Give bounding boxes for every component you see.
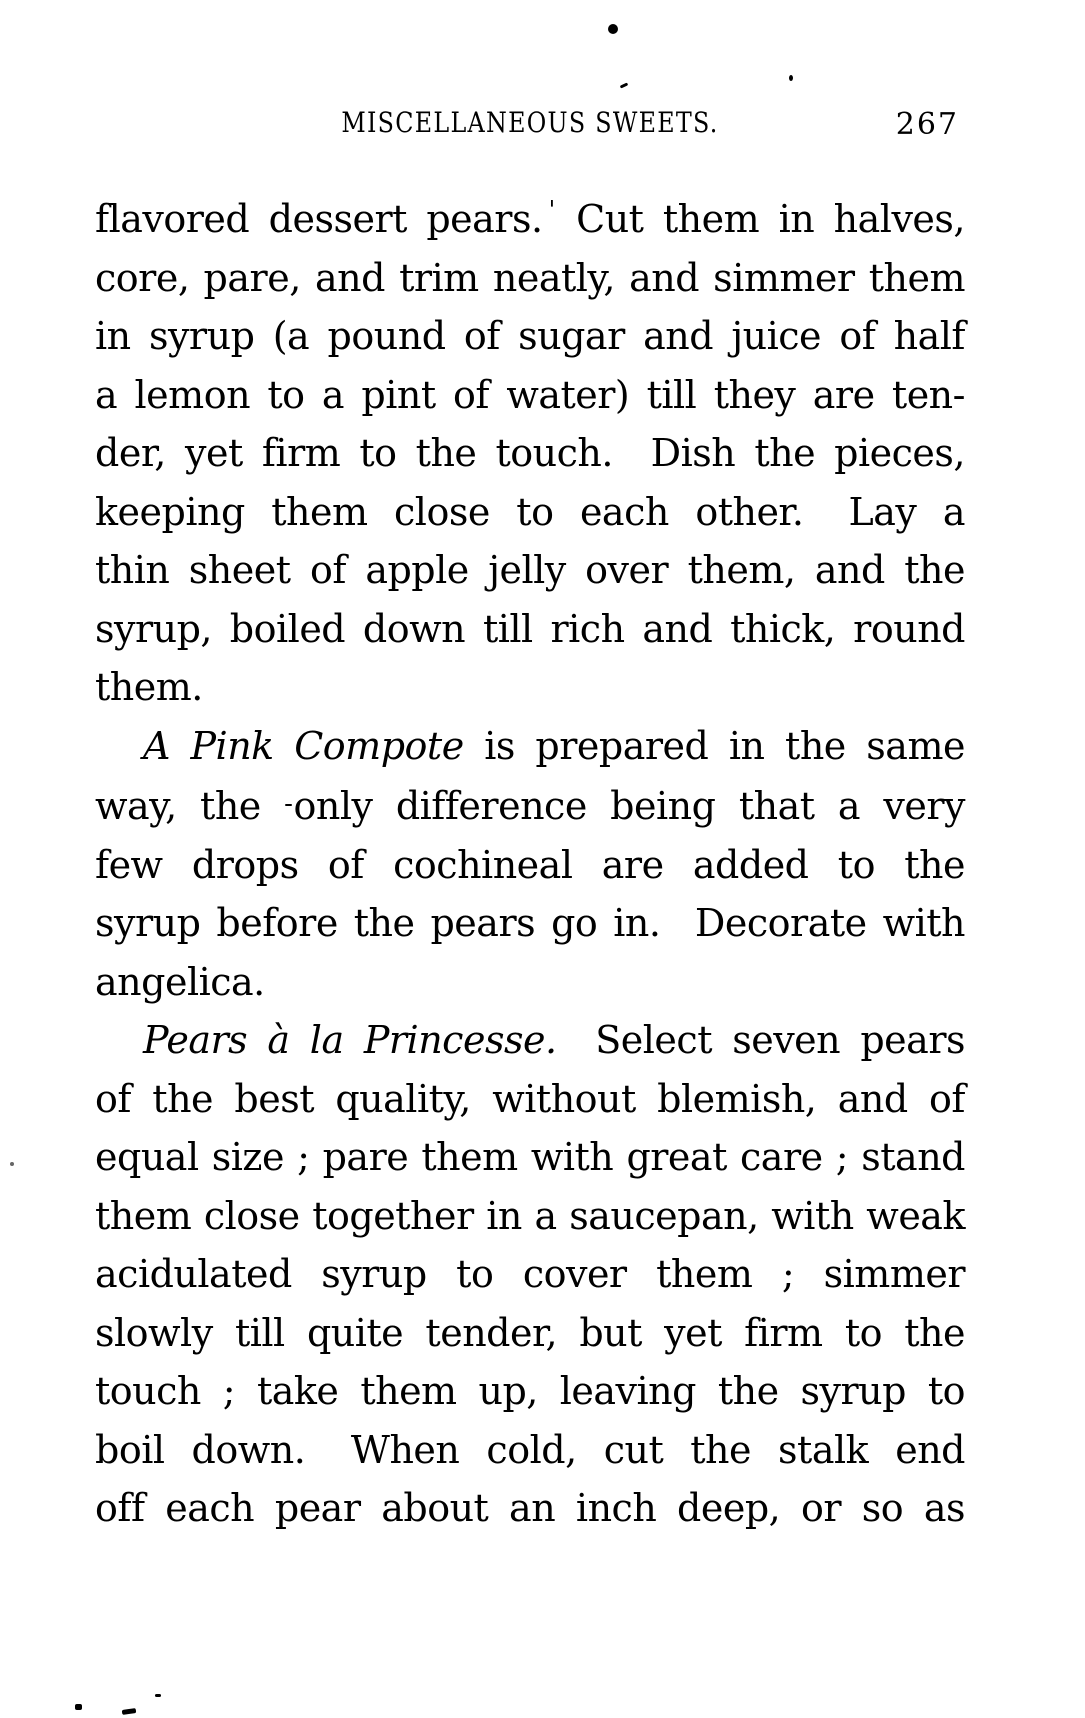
line-text: Cut them in halves,: [556, 197, 965, 241]
text-line: them close together in a saucepan, with weak: [95, 1193, 965, 1238]
text-line: in syrup (a pound of sugar and juice of half: [95, 314, 965, 358]
text-line: few drops of cochineal are added to the: [95, 842, 965, 887]
recipe-title-pink-compote: A Pink Compote: [143, 723, 464, 768]
text-line: slowly till quite tender, but yet firm to the: [95, 1310, 965, 1355]
ink-speck: [155, 1694, 161, 1697]
stray-ink-mark: ': [548, 196, 555, 224]
page-header: [95, 106, 965, 150]
text-line: a lemon to a pint of water) till they are ten-: [95, 372, 965, 417]
ink-speck: [10, 1162, 14, 1166]
text-line: angelica.: [95, 959, 265, 1004]
text-line: [95, 181, 965, 249]
line-text: Select seven pears: [556, 1018, 965, 1062]
text-line: acidulated syrup to cover them ; simmer: [95, 1252, 965, 1296]
text-line: syrup before the pears go in. Decorate with: [95, 901, 965, 945]
paragraph-1: [95, 181, 965, 717]
text-line: syrup, boiled down till rich and thick, round: [95, 606, 965, 651]
text-line: keeping them close to each other. Lay a: [95, 489, 965, 534]
text-line: thin sheet of apple jelly over them, and the: [95, 548, 965, 592]
text-line: off each pear about an inch deep, or so as: [95, 1486, 965, 1530]
text-line: them.: [95, 665, 203, 709]
line-text: way, the: [95, 784, 285, 828]
ink-speck: [75, 1704, 82, 1710]
text-line: of the best quality, without blemish, and of: [95, 1076, 965, 1121]
text-line: [95, 775, 965, 836]
stray-ink-mark: -: [284, 789, 293, 819]
line-text: only difference being that a very: [293, 784, 965, 828]
text-line: boil down. When cold, cut the stalk end: [95, 1427, 965, 1472]
text-line: [95, 717, 965, 776]
ink-speck: [122, 1708, 137, 1715]
ink-speck: [608, 24, 618, 34]
paragraph-2: [95, 717, 965, 1012]
recipe-title-pears-a-la-princesse: Pears à la Princesse.: [143, 1018, 557, 1062]
ink-speck: [789, 75, 793, 81]
page-number: 267: [895, 107, 959, 142]
text-line: equal size ; pare them with great care ; stand: [95, 1135, 965, 1179]
ink-speck: [620, 82, 629, 88]
text-line: touch ; take them up, leaving the syrup to: [95, 1369, 965, 1413]
text-line: core, pare, and trim neatly, and simmer them: [95, 255, 965, 300]
line-text: flavored dessert pears.: [95, 197, 543, 241]
running-title: MISCELLANEOUS SWEETS.: [341, 106, 719, 139]
paragraph-3: [95, 1011, 965, 1538]
text-line: der, yet firm to the touch. Dish the pieces,: [95, 431, 965, 475]
text-block: [95, 181, 965, 1538]
line-text: is prepared in the same: [463, 723, 965, 768]
text-line: [95, 1011, 965, 1070]
